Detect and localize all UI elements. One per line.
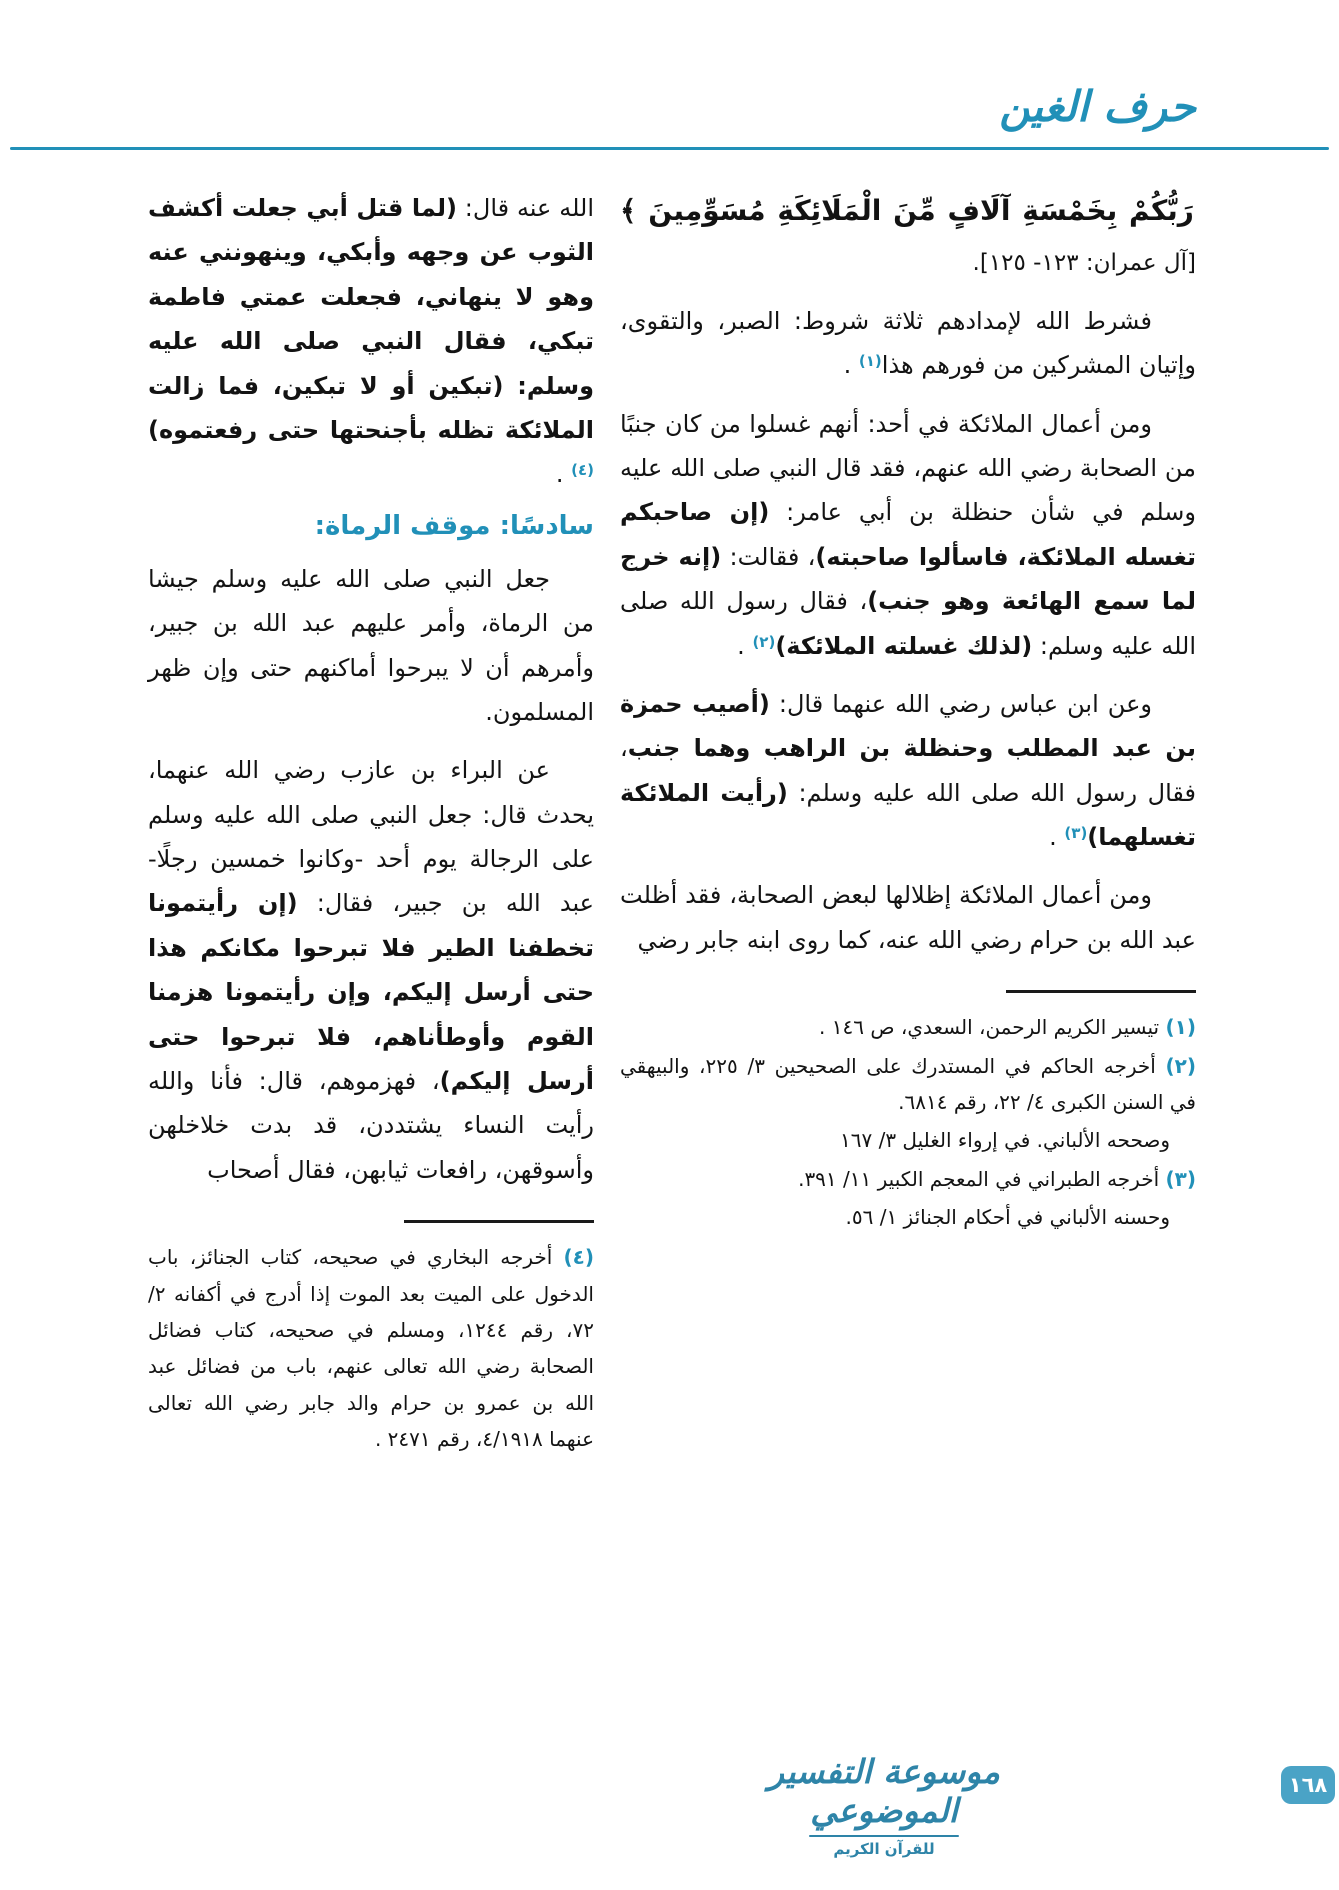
- calligraphy-flourish: [809, 1835, 959, 1837]
- body-text: .: [737, 631, 753, 660]
- hadith-quote: (رأيت الملائكة تغسلهما): [620, 778, 1196, 852]
- hadith-quote: (لما قتل أبي جعلت أكشف الثوب عن وجهه وأبكي، وينهونني عنه وهو لا ينهاني، فجعلت عمتي فاطمة تبكي، فقال النبي صلى الله عليه وسلم: (تبكين أو لا تبكين، فما زالت الملائكة تظله بأجنحتها حتى رفعتموه): [148, 194, 594, 444]
- column-left: [148, 186, 594, 1460]
- body-text: ، فقال رسول الله صلى الله عليه وسلم:: [620, 734, 1196, 807]
- paragraph-angels-ghusl: [620, 402, 1196, 668]
- footnote-text: أخرجه البخاري في صحيحه، كتاب الجنائز، باب الدخول على الميت بعد الموت إذا أدرج في أكفانه ٢/ ٧٢، رقم ١٢٤٤، ومسلم في صحيحه، كتاب فضائل الصحابة رضي الله تعالى عنهم، باب من فضائل عبد الله بن عمرو بن حرام والد جابر رضي الله تعالى عنهما ٤/١٩١٨، رقم ٢٤٧١ .: [148, 1245, 594, 1452]
- footnote-separator: [404, 1220, 594, 1223]
- page-number-badge: [1281, 1766, 1335, 1804]
- footnote: [148, 1239, 594, 1457]
- hadith-quote: (أصيب حمزة بن عبد المطلب وحنظلة بن الراهب وهما جنب: [620, 689, 1196, 763]
- body-text: .: [1049, 823, 1065, 852]
- footnote-number: (٤): [563, 1245, 594, 1270]
- footnote: [620, 1009, 1196, 1045]
- body-text: ومن أعمال الملائكة إظلالها لبعض الصحابة، فقد أظلت عبد الله بن حرام رضي الله عنه، كما روى ابنه جابر رضي: [620, 881, 1196, 954]
- footnotes-right: [620, 990, 1196, 1235]
- body-text: فشرط الله لإمدادهم ثلاثة شروط: الصبر، والتقوى، وإتيان المشركين من فورهم هذا: [620, 306, 1196, 380]
- body-text: ، فقالت:: [721, 542, 816, 571]
- paragraph-bara-narration: [148, 748, 594, 1192]
- paragraph-archers-army: [148, 557, 594, 735]
- publisher-calligraphy-subtitle: للقرآن الكريم: [833, 1840, 935, 1858]
- body-text: ، فقال رسول الله صلى الله عليه وسلم:: [620, 587, 1196, 660]
- footnote-text: تيسير الكريم الرحمن، السعدي، ص ١٤٦ .: [819, 1015, 1160, 1040]
- footnote: [620, 1048, 1196, 1121]
- paragraph-conditions: [620, 299, 1196, 388]
- body-text: ومن أعمال الملائكة في أحد: أنهم غسلوا من كان جنبًا من الصحابة رضي الله عنهم، فقد قال النبي صلى الله عليه وسلم في شأن حنظلة بن أبي عامر:: [620, 409, 1197, 527]
- footnote-continuation: وصححه الألباني. في إرواء الغليل ٣/ ١٦٧: [839, 1128, 1170, 1153]
- body-text: وعن ابن عباس رضي الله عنهما قال:: [769, 689, 1152, 718]
- hadith-quote: (لذلك غسلته الملائكة): [775, 631, 1033, 660]
- footnote-number: (١): [1165, 1015, 1196, 1040]
- body-text: ، فهزموهم، قال: فأنا والله رأيت النساء يشتددن، قد بدت خلاخلهن وأسوقهن، رافعات ثيابهن، فقال أصحاب: [148, 1067, 594, 1184]
- footnote-ref-1: (١): [858, 352, 882, 371]
- body-text: الله عنه قال:: [456, 194, 594, 222]
- footnote-ref-4: (٤): [571, 461, 594, 480]
- hadith-quote: (إن رأيتمونا تخطفنا الطير فلا تبرحوا مكانكم هذا حتى أرسل إليكم، وإن رأيتمونا هزمنا القوم وأوطأناهم، فلا تبرحوا حتى أرسل إليكم): [148, 889, 595, 1096]
- paragraph-angels-shade: [620, 873, 1196, 962]
- quran-verse: [620, 186, 1196, 287]
- publisher-calligraphy-title: موسوعة التفسير الموضوعي: [768, 1751, 1000, 1831]
- hadith-quote: (إنه خرج لما سمع الهائعة وهو جنب): [620, 542, 1196, 616]
- paragraph-ibn-abbas: [620, 682, 1196, 860]
- hadith-quote: (إن صاحبكم تغسله الملائكة، فاسألوا صاحبته): [620, 498, 1196, 571]
- publisher-calligraphy: [729, 1752, 1039, 1858]
- footnote-number: (٢): [1165, 1053, 1197, 1078]
- footnotes-left: [148, 1220, 594, 1457]
- section-heading-archers: سادسًا: موقف الرماة:: [314, 510, 594, 541]
- paragraph-jabir: [148, 186, 594, 497]
- page-number: ١٦٨: [1288, 1773, 1328, 1797]
- footnote: [620, 1161, 1196, 1197]
- column-right: [620, 186, 1196, 1238]
- body-text: جعل النبي صلى الله عليه وسلم جيشا من الرماة، وأمر عليهم عبد الله بن جبير، وأمرهم أن لا يبرحوا أماكنهم حتى وإن ظهر المسلمون.: [148, 564, 594, 726]
- body-text: .: [843, 351, 859, 380]
- footnote-text: أخرجه الحاكم في المستدرك على الصحيحين ٣/ ٢٢٥، والبيهقي في السنن الكبرى ٤/ ٢٢، رقم ٦٨١٤.: [620, 1053, 1196, 1115]
- footnote-text: أخرجه الطبراني في المعجم الكبير ١١/ ٣٩١.: [798, 1166, 1160, 1191]
- quran-verse-text: رَبُّكُمْ بِخَمْسَةِ آلَافٍ مِّنَ الْمَلَائِكَةِ مُسَوِّمِينَ ﴾: [620, 194, 1194, 227]
- body-text: عن البراء بن عازب رضي الله عنهما، يحدث قال: جعل النبي صلى الله عليه وسلم على الرجالة يوم أحد -وكانوا خمسين رجلًا- عبد الله بن جبير، فقال:: [148, 756, 594, 918]
- footnote-separator: [1006, 990, 1196, 993]
- header-rule: [10, 147, 1329, 150]
- footnote-number: (٣): [1165, 1166, 1196, 1191]
- text-columns: [148, 186, 1196, 1460]
- page-header: [0, 0, 1339, 150]
- footnote-continuation: وحسنه الألباني في أحكام الجنائز ١/ ٥٦.: [845, 1205, 1170, 1230]
- body-text: .: [555, 460, 572, 489]
- chapter-title: حرف الغين: [999, 82, 1196, 131]
- footnote-ref-3: (٣): [1064, 824, 1088, 843]
- footnote-ref-2: (٢): [752, 632, 776, 651]
- quran-verse-reference: [آل عمران: ١٢٣- ١٢٥].: [972, 250, 1196, 277]
